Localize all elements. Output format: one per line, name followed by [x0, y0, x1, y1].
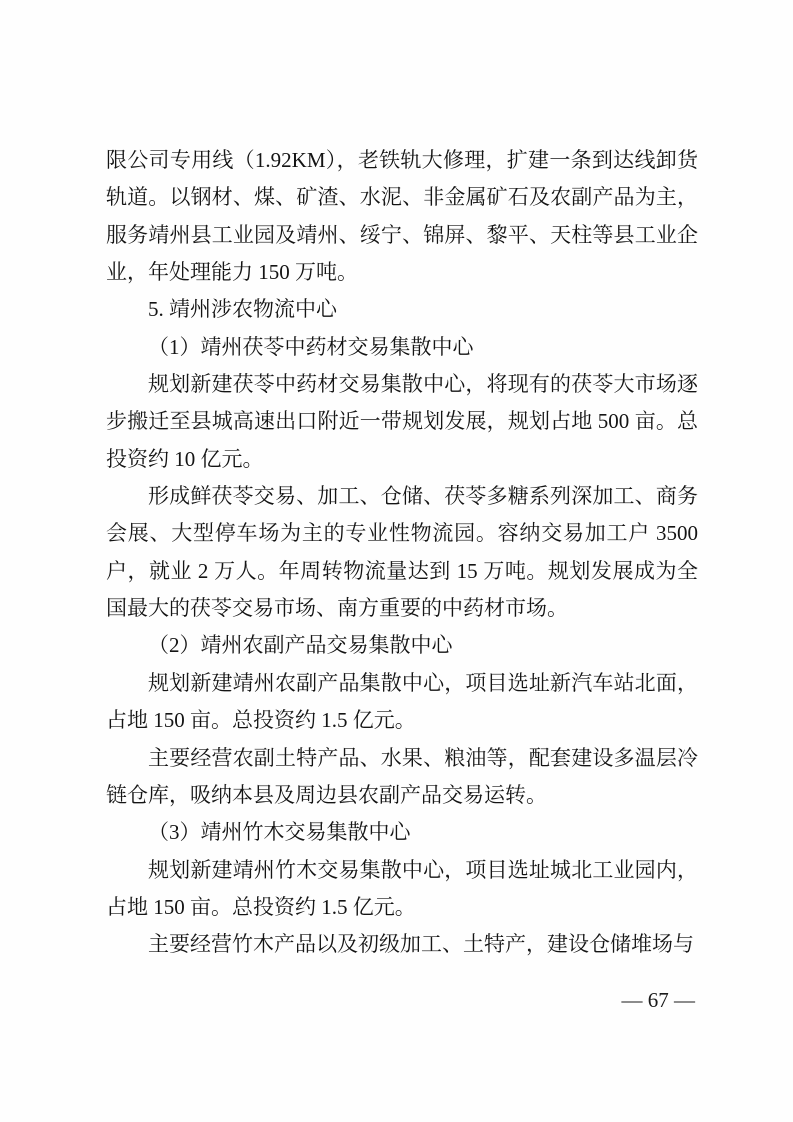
page-number: — 67 —: [621, 988, 695, 1012]
body-continuation: 限公司专用线（1.92KM），老铁轨大修理，扩建一条到达线卸货轨道。以钢材、煤、矿渣、水泥、非金属矿石及农副产品为主，服务靖州县工业园及靖州、绥宁、锦屏、黎平、天柱等县工业企业，年处理能力 150 万吨。: [106, 148, 698, 285]
subsection-heading: （3）靖州竹木交易集散中心: [148, 820, 411, 845]
body: 规划新建靖州农副产品集散中心，项目选址新汽车站北面，占地 150 亩。总投资约 1.5 亿元。: [106, 670, 698, 733]
subsection-heading: （2）靖州农副产品交易集散中心: [148, 633, 453, 658]
document-body: [106, 142, 698, 964]
body: 形成鲜茯苓交易、加工、仓储、茯苓多糖系列深加工、商务会展、大型停车场为主的专业性物流园。容纳交易加工户 3500 户，就业 2 万人。年周转物流量达到 15 万吨。规划发展成为全国最大的茯苓交易市场、南方重要的中药材市场。: [106, 484, 698, 621]
body: 主要经营竹木产品以及初级加工、土特产，建设仓储堆场与: [148, 932, 694, 957]
body: 规划新建靖州竹木交易集散中心，项目选址城北工业园内，占地 150 亩。总投资约 1.5 亿元。: [106, 857, 698, 919]
body: 规划新建茯苓中药材交易集散中心，将现有的茯苓大市场逐步搬迁至县城高速出口附近一带规划发展，规划占地 500 亩。总投资约 10 亿元。: [106, 372, 698, 471]
subsection-heading: （1）靖州茯苓中药材交易集散中心: [148, 334, 474, 359]
section-heading: 5. 靖州涉农物流中心: [148, 297, 337, 322]
body: 主要经营农副土特产品、水果、粮油等，配套建设多温层冷链仓库，吸纳本县及周边县农副产品交易运转。: [106, 745, 698, 807]
